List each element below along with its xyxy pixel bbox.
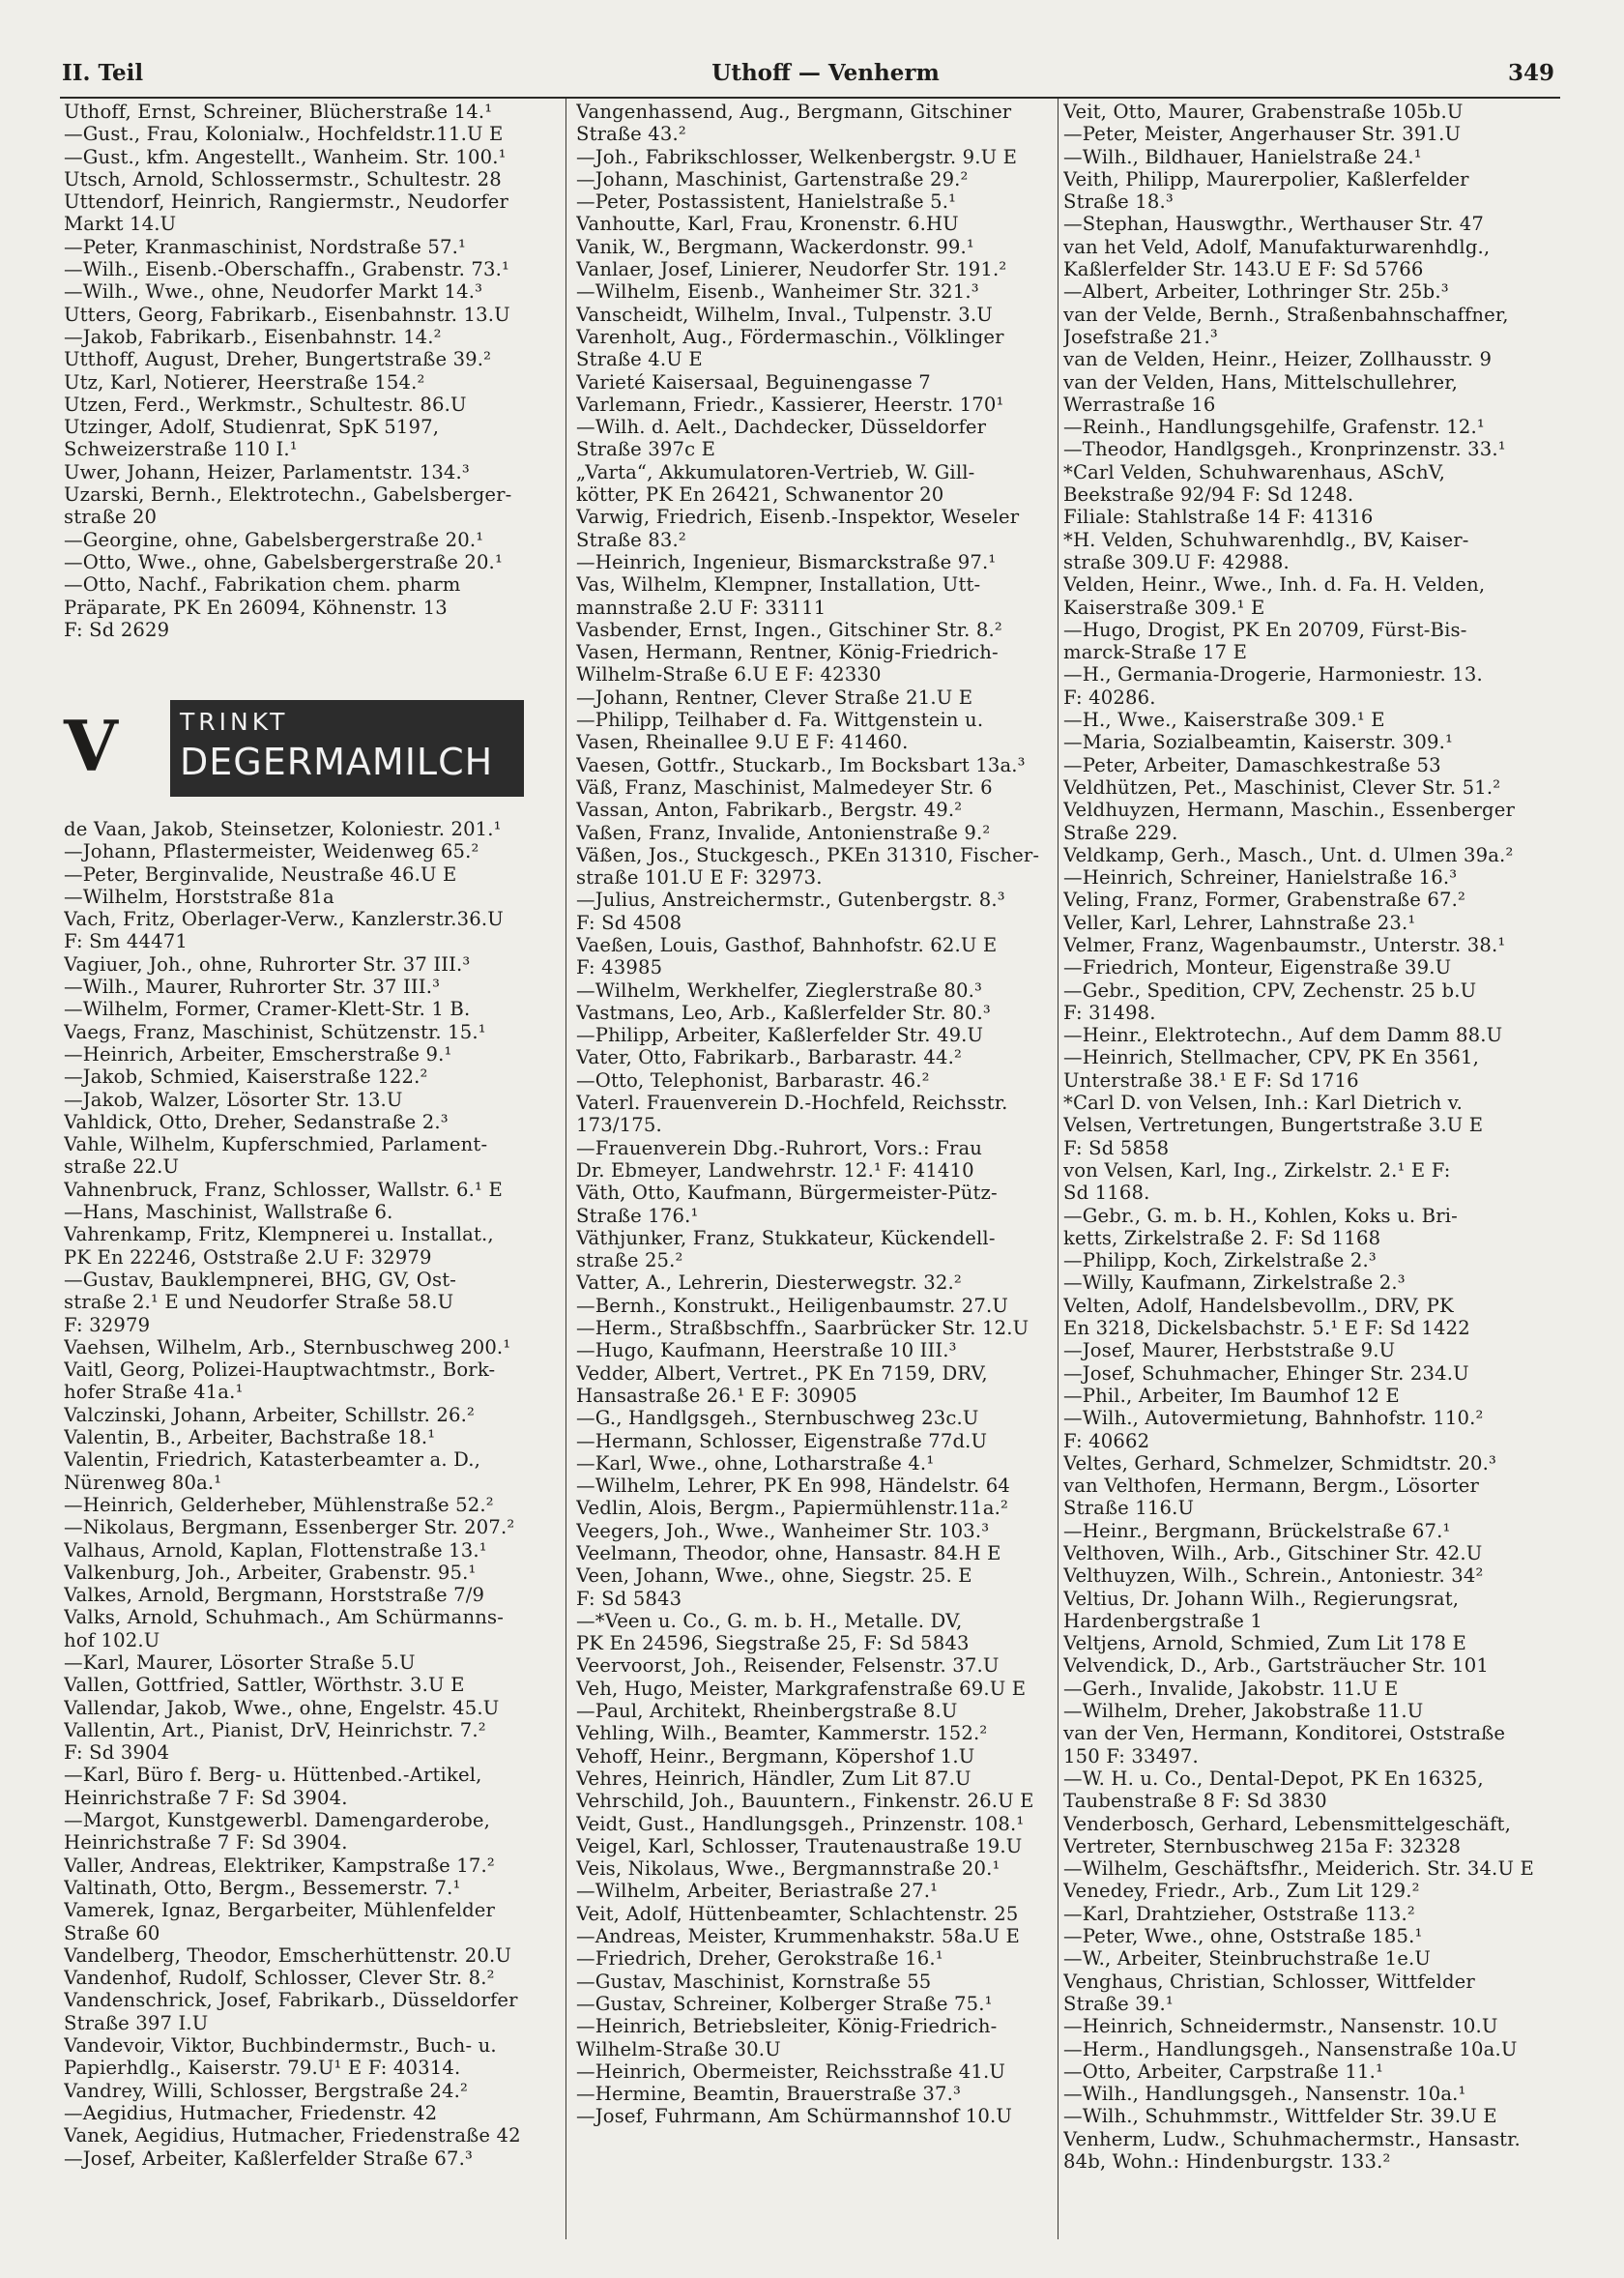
directory-entry-line: Vamerek, Ignaz, Bergarbeiter, Mühlenfelder — [64, 1899, 496, 1922]
directory-entry-line: Vastmans, Leo, Arb., Kaßlerfelder Str. 80.³ — [576, 1001, 991, 1024]
directory-entry-line: *Carl D. von Velsen, Inh.: Karl Dietrich v. — [1063, 1092, 1463, 1115]
directory-entry-line: —Heinrich, Stellmacher, CPV, PK En 3561, — [1063, 1046, 1480, 1069]
directory-entry-line: Vanik, W., Bergmann, Wackerdonstr. 99.¹ — [576, 235, 974, 258]
directory-entry-line: Werrastraße 16 — [1063, 393, 1216, 416]
ad-line-2: DEGERMAMILCH — [180, 741, 494, 783]
directory-entry-line: Vehrschild, Joh., Bauuntern., Finkenstr. 26.U E — [576, 1790, 1034, 1813]
directory-entry-line: Vahldick, Otto, Dreher, Sedanstraße 2.³ — [64, 1110, 449, 1133]
directory-entry-line: Papierhdlg., Kaiserstr. 79.U¹ E F: 40314. — [64, 2057, 461, 2080]
column-1-bottom — [64, 818, 555, 2249]
directory-entry-line: Väthjunker, Franz, Stukkateur, Kückendell- — [576, 1226, 996, 1249]
directory-entry-line: —Karl, Wwe., ohne, Lotharstraße 4.¹ — [576, 1451, 935, 1475]
directory-entry-line: —Peter, Wwe., ohne, Oststraße 185.¹ — [1063, 1925, 1423, 1948]
directory-entry-line: PK En 22246, Oststraße 2.U F: 32979 — [64, 1245, 432, 1269]
directory-entry-line: 150 F: 33497. — [1063, 1744, 1199, 1767]
directory-entry-line: Kaßlerfelder Str. 143.U E F: Sd 5766 — [1063, 258, 1424, 281]
directory-entry-line: Vach, Fritz, Oberlager-Verw., Kanzlerstr.36.U — [64, 908, 504, 931]
directory-entry-line: Valler, Andreas, Elektriker, Kampstraße 17.² — [64, 1854, 495, 1877]
directory-entry-line: straße 22.U — [64, 1155, 180, 1179]
directory-entry-line: Velsen, Vertretungen, Bungertstraße 3.U E — [1063, 1114, 1484, 1137]
directory-entry-line: —Hans, Maschinist, Wallstraße 6. — [64, 1201, 393, 1224]
directory-entry-line: Straße 83.² — [576, 528, 686, 551]
directory-entry-line: van Velthofen, Hermann, Bergm., Lösorter — [1063, 1475, 1480, 1498]
directory-entry-line: Vaehsen, Wilhelm, Arb., Sternbuschweg 200.¹ — [64, 1335, 511, 1358]
directory-entry-line: Vas, Wilhelm, Klempner, Installation, Utt- — [576, 573, 981, 597]
directory-entry-line: —Wilhelm, Werkhelfer, Zieglerstraße 80.³ — [576, 978, 982, 1002]
directory-entry-line: —Peter, Arbeiter, Damaschkestraße 53 — [1063, 753, 1441, 776]
directory-entry-line: —Georgine, ohne, Gabelsbergerstraße 20.¹ — [64, 528, 484, 551]
directory-entry-line: Vertreter, Sternbuschweg 215a F: 32328 — [1063, 1834, 1462, 1857]
directory-entry-line: von Velsen, Karl, Ing., Zirkelstr. 2.¹ E F: — [1063, 1158, 1451, 1182]
directory-entry-line: Präparate, PK En 26094, Köhnenstr. 13 — [64, 596, 448, 619]
directory-entry-line: van de Velden, Heinr., Heizer, Zollhausstr. 9 — [1063, 348, 1493, 371]
directory-entry-line: Nürenweg 80a.¹ — [64, 1471, 222, 1494]
directory-entry-line: F: Sd 5858 — [1063, 1136, 1170, 1159]
directory-entry-line: hof 102.U — [64, 1628, 160, 1651]
directory-entry-line: —G., Handlgsgeh., Sternbuschweg 23c.U — [576, 1407, 979, 1430]
directory-entry-line: —Karl, Drahtzieher, Oststraße 113.² — [1063, 1902, 1415, 1925]
directory-entry-line: „Varta“, Akkumulatoren-Vertrieb, W. Gill- — [576, 460, 975, 483]
advertisement — [64, 692, 555, 822]
directory-entry-line: Veen, Johann, Wwe., ohne, Siegstr. 25. E — [576, 1564, 972, 1588]
directory-entry-line: Straße 397 I.U — [64, 2011, 209, 2034]
directory-entry-line: —Heinrich, Arbeiter, Emscherstraße 9.¹ — [64, 1042, 452, 1066]
directory-entry-line: Markt 14.U — [64, 213, 177, 236]
directory-entry-line: straße 309.U F: 42988. — [1063, 550, 1290, 573]
directory-entry-line: —Josef, Schuhmacher, Ehinger Str. 234.U — [1063, 1361, 1469, 1385]
directory-entry-line: Veelmann, Theodor, ohne, Hansastr. 84.H E — [576, 1542, 1001, 1564]
directory-entry-line: Uwer, Johann, Heizer, Parlamentstr. 134.³ — [64, 460, 470, 483]
directory-entry-line: Vasen, Rheinallee 9.U E F: 41460. — [576, 731, 909, 754]
directory-entry-line: Utz, Karl, Notierer, Heerstraße 154.² — [64, 370, 425, 394]
directory-entry-line: PK En 24596, Siegstraße 25, F: Sd 5843 — [576, 1632, 970, 1655]
directory-entry-line: Uttendorf, Heinrich, Rangiermstr., Neudorfer — [64, 190, 509, 214]
directory-entry-line: —Stephan, Hauswgthr., Werthauser Str. 47 — [1063, 213, 1484, 236]
directory-entry-line: Vater, Otto, Fabrikarb., Barbarastr. 44.² — [576, 1046, 962, 1069]
directory-entry-line: Sd 1168. — [1063, 1182, 1150, 1205]
directory-entry-line: Vahnenbruck, Franz, Schlosser, Wallstr. 6.¹ E — [64, 1178, 503, 1201]
directory-entry-line: —Gust., Frau, Kolonialw., Hochfeldstr.11.U E — [64, 123, 504, 146]
directory-entry-line: Hardenbergstraße 1 — [1063, 1609, 1262, 1632]
directory-entry-line: Vallendar, Jakob, Wwe., ohne, Engelstr. 45.U — [64, 1696, 500, 1719]
directory-entry-line: —Josef, Arbeiter, Kaßlerfelder Straße 67.³ — [64, 2147, 474, 2170]
directory-entry-line: F: Sd 5843 — [576, 1587, 682, 1610]
directory-entry-line: Vandrey, Willi, Schlosser, Bergstraße 24.² — [64, 2079, 468, 2102]
directory-entry-line: Veis, Nikolaus, Wwe., Bergmannstraße 20.¹ — [576, 1857, 1000, 1881]
directory-entry-line: —Heinrich, Schreiner, Hanielstraße 16.³ — [1063, 866, 1458, 890]
directory-entry-line: Väßen, Jos., Stuckgesch., PKEn 31310, Fischer- — [576, 843, 1040, 866]
directory-entry-line: Valks, Arnold, Schuhmach., Am Schürmanns- — [64, 1606, 504, 1629]
directory-entry-line: —Wilh., Handlungsgeh., Nansenstr. 10a.¹ — [1063, 2083, 1466, 2106]
directory-entry-line: Vaßen, Franz, Invalide, Antonienstraße 9.² — [576, 821, 991, 844]
directory-entry-line: Valtinath, Otto, Bergm., Bessemerstr. 7.¹ — [64, 1876, 461, 1899]
directory-entry-line: Veling, Franz, Former, Grabenstraße 67.² — [1063, 889, 1466, 912]
directory-entry-line: —Otto, Telephonist, Barbarastr. 46.² — [576, 1068, 930, 1092]
directory-entry-line: Valentin, Friedrich, Katasterbeamter a. D., — [64, 1448, 481, 1472]
directory-entry-line: —Josef, Fuhrmann, Am Schürmannshof 10.U — [576, 2105, 1012, 2128]
directory-entry-line: F: Sm 44471 — [64, 930, 188, 953]
directory-entry-line: —Peter, Kranmaschinist, Nordstraße 57.¹ — [64, 235, 466, 258]
directory-entry-line: hofer Straße 41a.¹ — [64, 1381, 244, 1404]
directory-entry-line: —Nikolaus, Bergmann, Essenberger Str. 207.² — [64, 1516, 515, 1539]
directory-entry-line: Utzinger, Adolf, Studienrat, SpK 5197, — [64, 416, 440, 439]
directory-entry-line: —Otto, Nachf., Fabrikation chem. pharm — [64, 573, 461, 597]
directory-entry-line: straße 25.² — [576, 1249, 683, 1272]
directory-entry-line: —Johann, Rentner, Clever Straße 21.U E — [576, 686, 973, 709]
directory-entry-line: Utzen, Ferd., Werkmstr., Schultestr. 86.U — [64, 393, 467, 416]
directory-entry-line: —Joh., Fabrikschlosser, Welkenbergstr. 9.U E — [576, 145, 1018, 168]
directory-entry-line: Kaiserstraße 309.¹ E — [1063, 596, 1265, 619]
column-3 — [1063, 101, 1562, 2249]
directory-entry-line: Venghaus, Christian, Schlosser, Wittfelder — [1063, 1970, 1475, 1993]
directory-entry-line: —Gustav, Schreiner, Kolberger Straße 75.¹ — [576, 1992, 993, 2015]
directory-entry-line: kötter, PK En 26421, Schwanentor 20 — [576, 483, 944, 507]
directory-entry-line: —Karl, Maurer, Lösorter Straße 5.U — [64, 1650, 416, 1674]
directory-entry-line: Vedlin, Alois, Bergm., Papiermühlenstr.11a.² — [576, 1497, 1008, 1520]
directory-entry-line: van der Velden, Hans, Mittelschullehrer, — [1063, 370, 1459, 394]
directory-entry-line: de Vaan, Jakob, Steinsetzer, Koloniestr. 201.¹ — [64, 818, 502, 840]
directory-entry-line: —Willy, Kaufmann, Zirkelstraße 2.³ — [1063, 1271, 1406, 1295]
directory-entry-line: —Albert, Arbeiter, Lothringer Str. 25b.³ — [1063, 280, 1449, 304]
header-page-number: 349 — [1507, 60, 1554, 86]
directory-entry-line: Vallentin, Art., Pianist, DrV, Heinrichstr. 7.² — [64, 1718, 486, 1741]
directory-entry-line: —Philipp, Arbeiter, Kaßlerfelder Str. 49.U — [576, 1024, 984, 1047]
directory-entry-line: Straße 39.¹ — [1063, 1992, 1174, 2015]
directory-entry-line: Velmer, Franz, Wagenbaumstr., Unterstr. 38.¹ — [1063, 933, 1506, 956]
directory-entry-line: Varlemann, Friedr., Kassierer, Heerstr. 170¹ — [576, 393, 1004, 416]
directory-entry-line: —Wilh. d. Aelt., Dachdecker, Düsseldorfer — [576, 416, 987, 439]
directory-entry-line: Veldhuyzen, Hermann, Maschin., Essenberger — [1063, 799, 1515, 822]
directory-entry-line: Vandenschrick, Josef, Fabrikarb., Düsseldorfer — [64, 1989, 518, 2012]
directory-entry-line: F: Sd 2629 — [64, 618, 170, 641]
directory-entry-line: Straße 60 — [64, 1921, 160, 1944]
directory-entry-line: Vaterl. Frauenverein D.-Hochfeld, Reichsstr. — [576, 1092, 1008, 1115]
directory-entry-line: *Carl Velden, Schuhwarenhaus, ASchV, — [1063, 460, 1445, 483]
directory-entry-line: Vahle, Wilhelm, Kupferschmied, Parlament- — [64, 1133, 488, 1156]
directory-entry-line: Straße 176.¹ — [576, 1204, 699, 1227]
directory-entry-line: Beekstraße 92/94 F: Sd 1248. — [1063, 483, 1354, 507]
directory-entry-line: —Wilh., Autovermietung, Bahnhofstr. 110.² — [1063, 1407, 1484, 1430]
directory-entry-line: Valczinski, Johann, Arbeiter, Schillstr. 26.² — [64, 1403, 476, 1426]
directory-entry-line: —Peter, Postassistent, Hanielstraße 5.¹ — [576, 190, 957, 214]
directory-entry-line: —Wilh., Wwe., ohne, Neudorfer Markt 14.³ — [64, 280, 483, 304]
directory-entry-line: —Margot, Kunstgewerbl. Damengarderobe, — [64, 1809, 491, 1832]
directory-entry-line: marck-Straße 17 E — [1063, 641, 1248, 664]
directory-entry-line: —Heinrich, Obermeister, Reichsstraße 41.U — [576, 2059, 1006, 2083]
directory-entry-line: —Philipp, Koch, Zirkelstraße 2.³ — [1063, 1249, 1377, 1272]
directory-entry-line: Valkes, Arnold, Bergmann, Horststraße 7/9 — [64, 1584, 485, 1607]
directory-entry-line: straße 20 — [64, 506, 158, 529]
directory-entry-line: —Phil., Arbeiter, Im Baumhof 12 E — [1063, 1384, 1400, 1407]
directory-entry-line: Varieté Kaisersaal, Beguinengasse 7 — [576, 370, 931, 394]
directory-entry-line: Utters, Georg, Fabrikarb., Eisenbahnstr. 13.U — [64, 303, 510, 326]
directory-entry-line: straße 101.U E F: 32973. — [576, 866, 823, 890]
directory-entry-line: —Reinh., Handlungsgehilfe, Grafenstr. 12.¹ — [1063, 416, 1485, 439]
directory-entry-line: —Bernh., Konstrukt., Heiligenbaumstr. 27.U — [576, 1294, 1008, 1317]
directory-entry-line: *H. Velden, Schuhwarenhdlg., BV, Kaiser- — [1063, 528, 1469, 551]
page-header — [62, 60, 1554, 95]
directory-entry-line: Veith, Philipp, Maurerpolier, Kaßlerfelder — [1063, 167, 1469, 190]
directory-entry-line: Uthoff, Ernst, Schreiner, Blücherstraße 14.¹ — [64, 101, 493, 123]
directory-entry-line: —Gebr., Spedition, CPV, Zechenstr. 25 b.U — [1063, 978, 1477, 1002]
directory-entry-line: Utthoff, August, Dreher, Bungertstraße 39.² — [64, 348, 492, 371]
directory-entry-line: Schweizerstraße 110 I.¹ — [64, 438, 298, 461]
directory-entry-line: Veigel, Karl, Schlosser, Trautenaustraße 19.U — [576, 1834, 1023, 1857]
directory-entry-line: Velden, Heinr., Wwe., Inh. d. Fa. H. Velden, — [1063, 573, 1486, 597]
directory-entry-line: Filiale: Stahlstraße 14 F: 41316 — [1063, 506, 1374, 529]
directory-entry-line: —Friedrich, Dreher, Gerokstraße 16.¹ — [576, 1947, 943, 1971]
directory-entry-line: —Wilhelm, Lehrer, PK En 998, Händelstr. 64 — [576, 1475, 1010, 1498]
directory-entry-line: Vahrenkamp, Fritz, Klempnerei u. Installat., — [64, 1223, 494, 1246]
directory-entry-line: Valentin, B., Arbeiter, Bachstraße 18.¹ — [64, 1426, 436, 1449]
directory-entry-line: Vasbender, Ernst, Ingen., Gitschiner Str. 8.² — [576, 618, 1002, 641]
directory-entry-line: ketts, Zirkelstraße 2. F: Sd 1168 — [1063, 1226, 1381, 1249]
directory-entry-line: Veit, Otto, Maurer, Grabenstraße 105b.U — [1063, 101, 1464, 123]
directory-entry-line: Velten, Adolf, Handelsbevollm., DRV, PK — [1063, 1294, 1454, 1317]
directory-entry-line: Veidt, Gust., Handlungsgeh., Prinzenstr. 108.¹ — [576, 1812, 1025, 1835]
directory-entry-line: Vaegs, Franz, Maschinist, Schützenstr. 15.¹ — [64, 1020, 486, 1043]
directory-entry-line: F: 40286. — [1063, 686, 1156, 709]
directory-entry-line: Hansastraße 26.¹ E F: 30905 — [576, 1384, 857, 1407]
directory-entry-line: Utsch, Arnold, Schlossermstr., Schultestr. 28 — [64, 167, 502, 190]
directory-entry-line: Veldkamp, Gerh., Masch., Unt. d. Ulmen 39a.² — [1063, 843, 1514, 866]
directory-entry-line: Vehoff, Heinr., Bergmann, Köpershof 1.U — [576, 1744, 975, 1767]
directory-entry-line: En 3218, Dickelsbachstr. 5.¹ E F: Sd 1422 — [1063, 1317, 1470, 1340]
column-1-top — [64, 101, 555, 690]
directory-entry-line: Straße 116.U — [1063, 1497, 1195, 1520]
directory-entry-line: Wilhelm-Straße 6.U E F: 42330 — [576, 663, 882, 686]
directory-entry-line: Vaitl, Georg, Polizei-Hauptwachtmstr., Bork- — [64, 1358, 496, 1382]
directory-entry-line: Vagiuer, Joh., ohne, Ruhrorter Str. 37 III.³ — [64, 952, 471, 976]
directory-entry-line: —Gust., kfm. Angestellt., Wanheim. Str. 100.¹ — [64, 145, 507, 168]
directory-entry-line: Vandenhof, Rudolf, Schlosser, Clever Str. 8.² — [64, 1967, 495, 1990]
directory-entry-line: Vehres, Heinrich, Händler, Zum Lit 87.U — [576, 1767, 972, 1790]
directory-entry-line: —Herm., Straßbschffn., Saarbrücker Str. 12.U — [576, 1317, 1030, 1340]
directory-entry-line: Veh, Hugo, Meister, Markgrafenstraße 69.U E — [576, 1677, 1027, 1700]
directory-entry-line: F: 32979 — [64, 1313, 151, 1336]
directory-entry-line: 173/175. — [576, 1114, 662, 1137]
directory-entry-line: —Heinr., Elektrotechn., Auf dem Damm 88.U — [1063, 1024, 1503, 1047]
directory-entry-line: Heinrichstraße 7 F: Sd 3904. — [64, 1831, 348, 1855]
directory-entry-line: —Theodor, Handlgsgeh., Kronprinzenstr. 33.¹ — [1063, 438, 1506, 461]
directory-entry-line: —Paul, Architekt, Rheinbergstraße 8.U — [576, 1700, 958, 1723]
directory-entry-line: Vedder, Albert, Vertret., PK En 7159, DRV, — [576, 1361, 988, 1385]
directory-entry-line: Väß, Franz, Maschinist, Malmedeyer Str. 6 — [576, 775, 993, 799]
directory-entry-line: —Friedrich, Monteur, Eigenstraße 39.U — [1063, 956, 1452, 979]
directory-entry-line: —Gustav, Maschinist, Kornstraße 55 — [576, 1970, 932, 1993]
directory-entry-line: —Wilhelm, Arbeiter, Beriastraße 27.¹ — [576, 1880, 939, 1903]
directory-entry-line: —Gustav, Bauklempnerei, BHG, GV, Ost- — [64, 1268, 457, 1291]
directory-entry-line: —Johann, Maschinist, Gartenstraße 29.² — [576, 167, 969, 190]
directory-entry-line: —Wilh., Eisenb.-Oberschaffn., Grabenstr. 73.¹ — [64, 258, 509, 281]
directory-entry-line: F: Sd 4508 — [576, 911, 682, 934]
directory-entry-line: Vassan, Anton, Fabrikarb., Bergstr. 49.² — [576, 799, 963, 822]
directory-entry-line: Velthoven, Wilh., Arb., Gitschiner Str. 42.U — [1063, 1542, 1483, 1564]
directory-entry-line: —Heinr., Bergmann, Brückelstraße 67.¹ — [1063, 1519, 1451, 1542]
ad-banner — [170, 700, 524, 797]
directory-entry-line: —Karl, Büro f. Berg- u. Hüttenbed.-Artikel, — [64, 1764, 482, 1787]
directory-entry-line: Vehling, Wilh., Beamter, Kammerstr. 152.² — [576, 1722, 988, 1745]
directory-entry-line: —Philipp, Teilhaber d. Fa. Wittgenstein u. — [576, 709, 984, 732]
directory-entry-line: —Heinrich, Gelderheber, Mühlenstraße 52.² — [64, 1493, 494, 1516]
directory-entry-line: —W. H. u. Co., Dental-Depot, PK En 16325, — [1063, 1767, 1484, 1790]
directory-entry-line: Vaeßen, Louis, Gasthof, Bahnhofstr. 62.U E — [576, 933, 998, 956]
directory-entry-line: 84b, Wohn.: Hindenburgstr. 133.² — [1063, 2150, 1391, 2174]
directory-entry-line: Veldhützen, Pet., Maschinist, Clever Str. 51.² — [1063, 775, 1501, 799]
section-initial: V — [64, 705, 118, 787]
directory-entry-line: —*Veen u. Co., G. m. b. H., Metalle. DV, — [576, 1609, 963, 1632]
directory-entry-line: —Wilh., Schuhmmstr., Wittfelder Str. 39.U E — [1063, 2105, 1497, 2128]
directory-entry-line: —Herm., Handlungsgeh., Nansenstraße 10a.U — [1063, 2037, 1518, 2060]
directory-entry-line: Vanhoutte, Karl, Frau, Kronenstr. 6.HU — [576, 213, 959, 236]
directory-entry-line: Venderbosch, Gerhard, Lebensmittelgeschäft, — [1063, 1812, 1511, 1835]
directory-entry-line: Veegers, Joh., Wwe., Wanheimer Str. 103.³ — [576, 1519, 990, 1542]
directory-entry-line: Valhaus, Arnold, Kaplan, Flottenstraße 13.¹ — [64, 1538, 487, 1562]
directory-entry-line: van der Ven, Hermann, Konditorei, Oststraße — [1063, 1722, 1506, 1745]
directory-entry-line: —Gebr., G. m. b. H., Kohlen, Koks u. Bri- — [1063, 1204, 1458, 1227]
directory-entry-line: —Maria, Sozialbeamtin, Kaiserstr. 309.¹ — [1063, 731, 1454, 754]
directory-entry-line: —Peter, Berginvalide, Neustraße 46.U E — [64, 862, 457, 886]
directory-entry-line: mannstraße 2.U F: 33111 — [576, 596, 826, 619]
directory-entry-line: van het Veld, Adolf, Manufakturwarenhdlg., — [1063, 235, 1491, 258]
directory-entry-line: —Johann, Pflastermeister, Weidenweg 65.² — [64, 840, 479, 863]
directory-entry-line: Varwig, Friedrich, Eisenb.-Inspektor, Weseler — [576, 506, 1020, 529]
directory-entry-line: Vandelberg, Theodor, Emscherhüttenstr. 20.U — [64, 1943, 512, 1967]
directory-entry-line: —Heinrich, Betriebsleiter, König-Friedrich- — [576, 2015, 998, 2038]
directory-entry-line: Vanlaer, Josef, Linierer, Neudorfer Str. 191.² — [576, 258, 1007, 281]
directory-entry-line: Straße 4.U E — [576, 348, 703, 371]
directory-entry-line: —Hermann, Schlosser, Eigenstraße 77d.U — [576, 1429, 988, 1452]
directory-entry-line: —Otto, Arbeiter, Carpstraße 11.¹ — [1063, 2059, 1384, 2083]
directory-entry-line: Heinrichstraße 7 F: Sd 3904. — [64, 1786, 348, 1809]
directory-entry-line: Vaesen, Gottfr., Stuckarb., Im Bocksbart 13a.³ — [576, 753, 1026, 776]
directory-entry-line: —Wilhelm, Horststraße 81a — [64, 885, 334, 908]
directory-entry-line: F: 40662 — [1063, 1429, 1150, 1452]
directory-entry-line: —Gerh., Invalide, Jakobstr. 11.U E — [1063, 1677, 1399, 1700]
directory-entry-line: —Wilh., Maurer, Ruhrorter Str. 37 III.³ — [64, 976, 441, 999]
directory-entry-line: Straße 18.³ — [1063, 190, 1174, 214]
directory-entry-line: Venherm, Ludw., Schuhmachermstr., Hansastr. — [1063, 2127, 1521, 2150]
directory-entry-line: Vangenhassend, Aug., Bergmann, Gitschiner — [576, 101, 1012, 123]
directory-entry-line: —Peter, Meister, Angerhauser Str. 391.U — [1063, 123, 1462, 146]
directory-entry-line: Vanscheidt, Wilhelm, Inval., Tulpenstr. 3.U — [576, 303, 993, 326]
directory-entry-line: Wilhelm-Straße 30.U — [576, 2037, 781, 2060]
directory-entry-line: —Aegidius, Hutmacher, Friedenstr. 42 — [64, 2101, 438, 2124]
directory-entry-line: Josefstraße 21.³ — [1063, 325, 1218, 348]
directory-entry-line: van der Velde, Bernh., Straßenbahnschaffner, — [1063, 303, 1509, 326]
directory-entry-line: —Julius, Anstreichermstr., Gutenbergstr. 8.³ — [576, 889, 1005, 912]
directory-entry-line: —Wilhelm, Dreher, Jakobstraße 11.U — [1063, 1700, 1424, 1723]
ad-line-1: TRINKT — [180, 708, 289, 736]
directory-entry-line: Vatter, A., Lehrerin, Diesterwegstr. 32.² — [576, 1271, 962, 1295]
directory-entry-line: Velvendick, D., Arb., Gartsträucher Str. 101 — [1063, 1654, 1489, 1678]
directory-entry-line: —Jakob, Walzer, Lösorter Str. 13.U — [64, 1088, 403, 1111]
header-section: II. Teil — [62, 60, 144, 86]
directory-entry-line: —Wilh., Bildhauer, Hanielstraße 24.¹ — [1063, 145, 1422, 168]
directory-entry-line: Uzarski, Bernh., Elektrotechn., Gabelsberger- — [64, 483, 512, 507]
directory-entry-line: —Hermine, Beamtin, Brauerstraße 37.³ — [576, 2083, 961, 2106]
column-2 — [576, 101, 1054, 2249]
header-range: Uthoff — Venherm — [711, 60, 940, 86]
directory-entry-line: Veltjens, Arnold, Schmied, Zum Lit 178 E — [1063, 1632, 1466, 1655]
directory-entry-line: —Hugo, Kaufmann, Heerstraße 10 III.³ — [576, 1339, 957, 1362]
directory-entry-line: Unterstraße 38.¹ E F: Sd 1716 — [1063, 1068, 1359, 1092]
directory-entry-line: —Wilhelm, Eisenb., Wanheimer Str. 321.³ — [576, 280, 979, 304]
directory-entry-line: Väth, Otto, Kaufmann, Bürgermeister-Pütz- — [576, 1182, 998, 1205]
directory-entry-line: —H., Germania-Drogerie, Harmoniestr. 13. — [1063, 663, 1483, 686]
directory-entry-line: —Jakob, Schmied, Kaiserstraße 122.² — [64, 1066, 428, 1089]
directory-entry-line: —Hugo, Drogist, PK En 20709, Fürst-Bis- — [1063, 618, 1467, 641]
directory-entry-line: Taubenstraße 8 F: Sd 3830 — [1063, 1790, 1327, 1813]
directory-entry-line: F: 43985 — [576, 956, 663, 979]
directory-entry-line: Veller, Karl, Lehrer, Lahnstraße 23.¹ — [1063, 911, 1416, 934]
directory-entry-line: Dr. Ebmeyer, Landwehrstr. 12.¹ F: 41410 — [576, 1158, 974, 1182]
directory-entry-line: Valkenburg, Joh., Arbeiter, Grabenstr. 95.¹ — [64, 1561, 477, 1584]
directory-entry-line: Velthuyzen, Wilh., Schrein., Antoniestr. 34² — [1063, 1564, 1484, 1588]
directory-entry-line: Vanek, Aegidius, Hutmacher, Friedenstraße 42 — [64, 2124, 521, 2147]
directory-entry-line: —Wilhelm, Former, Cramer-Klett-Str. 1 B. — [64, 998, 471, 1021]
directory-entry-line: —Jakob, Fabrikarb., Eisenbahnstr. 14.² — [64, 325, 442, 348]
directory-entry-line: Varenholt, Aug., Fördermaschin., Völklinger — [576, 325, 1004, 348]
directory-entry-line: Vandevoir, Viktor, Buchbindermstr., Buch- u. — [64, 2034, 497, 2058]
directory-entry-line: F: Sd 3904 — [64, 1741, 170, 1765]
directory-entry-line: Venedey, Friedr., Arb., Zum Lit 129.² — [1063, 1880, 1420, 1903]
directory-entry-line: —Heinrich, Schneidermstr., Nansenstr. 10.U — [1063, 2015, 1498, 2038]
directory-entry-line: Vasen, Hermann, Rentner, König-Friedrich- — [576, 641, 999, 664]
directory-entry-line: Veit, Adolf, Hüttenbeamter, Schlachtenstr. 25 — [576, 1902, 1019, 1925]
directory-entry-line: straße 2.¹ E und Neudorfer Straße 58.U — [64, 1291, 454, 1314]
directory-entry-line: Vallen, Gottfried, Sattler, Wörthstr. 3.U E — [64, 1674, 465, 1697]
directory-entry-line: Straße 229. — [1063, 821, 1178, 844]
directory-entry-line: Veltius, Dr. Johann Wilh., Regierungsrat, — [1063, 1587, 1460, 1610]
header-rule — [60, 97, 1560, 99]
directory-entry-line: Veervoorst, Joh., Reisender, Felsenstr. 37.U — [576, 1654, 1000, 1678]
directory-entry-line: —Otto, Wwe., ohne, Gabelsbergerstraße 20.¹ — [64, 550, 503, 573]
directory-entry-line: F: 31498. — [1063, 1001, 1156, 1024]
directory-entry-line: —H., Wwe., Kaiserstraße 309.¹ E — [1063, 709, 1385, 732]
directory-entry-line: Veltes, Gerhard, Schmelzer, Schmidtstr. 20.³ — [1063, 1451, 1497, 1475]
directory-entry-line: Straße 43.² — [576, 123, 686, 146]
directory-entry-line: Straße 397c E — [576, 438, 716, 461]
directory-entry-line: —Andreas, Meister, Krummenhakstr. 58a.U E — [576, 1925, 1020, 1948]
directory-entry-line: —W., Arbeiter, Steinbruchstraße 1e.U — [1063, 1947, 1432, 1971]
directory-entry-line: —Frauenverein Dbg.-Ruhrort, Vors.: Frau — [576, 1136, 983, 1159]
directory-entry-line: —Heinrich, Ingenieur, Bismarckstraße 97.¹ — [576, 550, 997, 573]
directory-entry-line: —Wilhelm, Geschäftsfhr., Meiderich. Str. 34.U E — [1063, 1857, 1534, 1881]
directory-entry-line: —Josef, Maurer, Herbststraße 9.U — [1063, 1339, 1396, 1362]
